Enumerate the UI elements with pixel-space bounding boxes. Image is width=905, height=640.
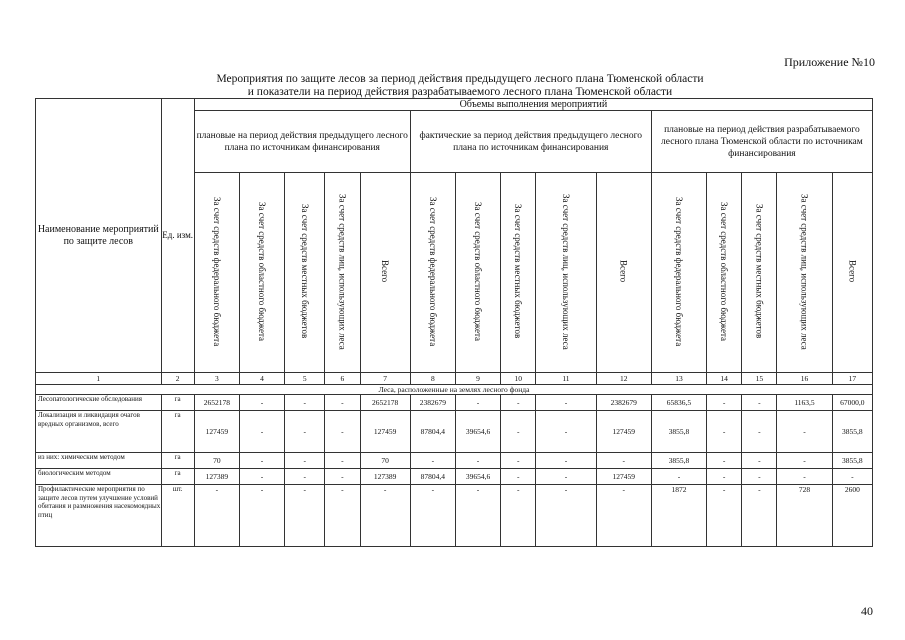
value-cell: -: [742, 485, 777, 547]
subheader-label: Всего: [618, 260, 629, 283]
section-title: Леса, расположенные на землях лесного фонда: [36, 385, 873, 395]
value-cell: -: [325, 411, 360, 453]
value-cell: -: [707, 453, 742, 469]
subheader-cell: [536, 173, 596, 373]
header-name-col: Наименование мероприятий по защите лесов: [36, 99, 162, 373]
subheader-label: За счет средств лиц, использующих леса: [337, 193, 348, 350]
value-cell: -: [455, 453, 500, 469]
subheader-label: За счет средств федерального бюджета: [211, 196, 222, 347]
value-cell: -: [536, 453, 596, 469]
subheader-label: Всего: [380, 260, 391, 283]
value-cell: -: [596, 485, 651, 547]
header-unit-col: Ед. изм.: [161, 99, 194, 373]
header-group-actual-previous: фактические за период действия предыдущего лесного плана по источникам финансирования: [410, 111, 651, 173]
value-cell: -: [596, 453, 651, 469]
subheader-cell: [325, 173, 360, 373]
value-cell: 65836,5: [651, 395, 706, 411]
value-cell: -: [536, 411, 596, 453]
subheader-label: За счет средств областного бюджета: [257, 201, 268, 341]
column-number: 2: [161, 373, 194, 385]
value-cell: -: [742, 411, 777, 453]
measures-table: [35, 98, 873, 547]
measure-unit: га: [161, 453, 194, 469]
title-line-1: Мероприятия по защите лесов за период действия предыдущего лесного плана Тюменской области: [216, 73, 704, 85]
value-cell: 70: [360, 453, 410, 469]
value-cell: 2600: [832, 485, 872, 547]
subheader-label: Всего: [847, 260, 858, 283]
value-cell: -: [777, 469, 832, 485]
subheader-cell: [285, 173, 325, 373]
value-cell: -: [742, 395, 777, 411]
value-cell: 127459: [194, 411, 239, 453]
value-cell: 127459: [596, 469, 651, 485]
subheader-cell: [410, 173, 455, 373]
title-line-2: и показатели на период действия разрабатываемого лесного плана Тюменской области: [247, 86, 673, 98]
subheader-cell: [596, 173, 651, 373]
subheader-cell: [194, 173, 239, 373]
value-cell: 2652178: [194, 395, 239, 411]
value-cell: -: [707, 469, 742, 485]
column-number: 15: [742, 373, 777, 385]
subheader-cell: [832, 173, 872, 373]
value-cell: -: [707, 411, 742, 453]
measure-name: Лесопатологические обследования: [36, 395, 162, 411]
page-number: 40: [861, 604, 873, 618]
value-cell: 3855,8: [651, 453, 706, 469]
value-cell: -: [410, 485, 455, 547]
measure-name: из них: химическим методом: [36, 453, 162, 469]
column-number: 4: [239, 373, 284, 385]
value-cell: 39654,6: [455, 411, 500, 453]
value-cell: -: [742, 453, 777, 469]
column-number: 9: [455, 373, 500, 385]
value-cell: 3855,8: [832, 453, 872, 469]
value-cell: -: [285, 469, 325, 485]
subheader-label: За счет средств федерального бюджета: [673, 196, 684, 347]
table-row: [36, 485, 873, 547]
value-cell: -: [325, 453, 360, 469]
value-cell: -: [501, 411, 536, 453]
value-cell: -: [501, 469, 536, 485]
value-cell: 127459: [596, 411, 651, 453]
value-cell: -: [536, 395, 596, 411]
value-cell: 2652178: [360, 395, 410, 411]
header-volumes: Объемы выполнения мероприятий: [194, 99, 872, 111]
measure-unit: га: [161, 395, 194, 411]
subheader-label: За счет средств местных бюджетов: [754, 204, 765, 339]
value-cell: -: [832, 469, 872, 485]
value-cell: 127459: [360, 411, 410, 453]
value-cell: 87804,4: [410, 469, 455, 485]
column-number: 8: [410, 373, 455, 385]
value-cell: -: [325, 485, 360, 547]
column-number: 3: [194, 373, 239, 385]
value-cell: 2382679: [410, 395, 455, 411]
subheader-label: За счет средств лиц, использующих леса: [560, 193, 571, 350]
measure-unit: га: [161, 469, 194, 485]
value-cell: -: [455, 395, 500, 411]
value-cell: 3855,8: [832, 411, 872, 453]
column-number: 12: [596, 373, 651, 385]
column-number: 13: [651, 373, 706, 385]
measure-name: Профилактические мероприятия по защите лесов путем улучшение условий обитания и размножения насекомоядных птиц: [36, 485, 162, 547]
measure-unit: га: [161, 411, 194, 453]
column-number: 11: [536, 373, 596, 385]
subheader-label: За счет средств областного бюджета: [719, 201, 730, 341]
value-cell: 127389: [194, 469, 239, 485]
measure-unit: шт.: [161, 485, 194, 547]
value-cell: -: [651, 469, 706, 485]
value-cell: -: [285, 411, 325, 453]
column-number: 5: [285, 373, 325, 385]
value-cell: -: [501, 485, 536, 547]
column-number: 7: [360, 373, 410, 385]
value-cell: -: [742, 469, 777, 485]
value-cell: 728: [777, 485, 832, 547]
subheader-label: За счет средств лиц, использующих леса: [799, 193, 810, 350]
value-cell: -: [325, 469, 360, 485]
table-row: [36, 395, 873, 411]
value-cell: 67000,0: [832, 395, 872, 411]
value-cell: -: [410, 453, 455, 469]
value-cell: -: [239, 411, 284, 453]
value-cell: -: [707, 485, 742, 547]
column-number: 16: [777, 373, 832, 385]
measure-name: биологическим методом: [36, 469, 162, 485]
subheader-label: За счет средств местных бюджетов: [299, 204, 310, 339]
value-cell: -: [325, 395, 360, 411]
subheader-cell: [239, 173, 284, 373]
table-row: [36, 469, 873, 485]
value-cell: 87804,4: [410, 411, 455, 453]
subheader-cell: [455, 173, 500, 373]
column-number: 1: [36, 373, 162, 385]
subheader-cell: [501, 173, 536, 373]
subheader-cell: [742, 173, 777, 373]
value-cell: 3855,8: [651, 411, 706, 453]
subheader-cell: [777, 173, 832, 373]
value-cell: -: [777, 453, 832, 469]
table-row: [36, 411, 873, 453]
value-cell: 127389: [360, 469, 410, 485]
header-group-planned-previous: плановые на период действия предыдущего лесного плана по источникам финансирования: [194, 111, 410, 173]
value-cell: -: [239, 395, 284, 411]
column-number: 17: [832, 373, 872, 385]
column-number: 10: [501, 373, 536, 385]
value-cell: -: [285, 395, 325, 411]
subheader-cell: [360, 173, 410, 373]
measure-name: Локализация и ликвидация очагов вредных организмов, всего: [36, 411, 162, 453]
value-cell: -: [239, 469, 284, 485]
value-cell: -: [239, 485, 284, 547]
value-cell: -: [239, 453, 284, 469]
value-cell: -: [707, 395, 742, 411]
value-cell: -: [194, 485, 239, 547]
subheader-label: За счет средств местных бюджетов: [513, 204, 524, 339]
value-cell: 70: [194, 453, 239, 469]
value-cell: -: [360, 485, 410, 547]
value-cell: -: [536, 469, 596, 485]
subheader-label: За счет средств федерального бюджета: [427, 196, 438, 347]
value-cell: -: [285, 485, 325, 547]
value-cell: 1163,5: [777, 395, 832, 411]
subheader-cell: [707, 173, 742, 373]
column-number: 14: [707, 373, 742, 385]
subheader-label: За счет средств областного бюджета: [473, 201, 484, 341]
value-cell: 2382679: [596, 395, 651, 411]
value-cell: -: [501, 453, 536, 469]
value-cell: 1872: [651, 485, 706, 547]
value-cell: -: [777, 411, 832, 453]
value-cell: -: [536, 485, 596, 547]
appendix-label: Приложение №10: [784, 55, 875, 69]
value-cell: -: [455, 485, 500, 547]
table-row: [36, 453, 873, 469]
column-number: 6: [325, 373, 360, 385]
value-cell: 39654,6: [455, 469, 500, 485]
value-cell: -: [285, 453, 325, 469]
subheader-cell: [651, 173, 706, 373]
value-cell: -: [501, 395, 536, 411]
header-group-planned-new: плановые на период действия разрабатываемого лесного плана Тюменской области по источникам финансирования: [651, 111, 872, 173]
